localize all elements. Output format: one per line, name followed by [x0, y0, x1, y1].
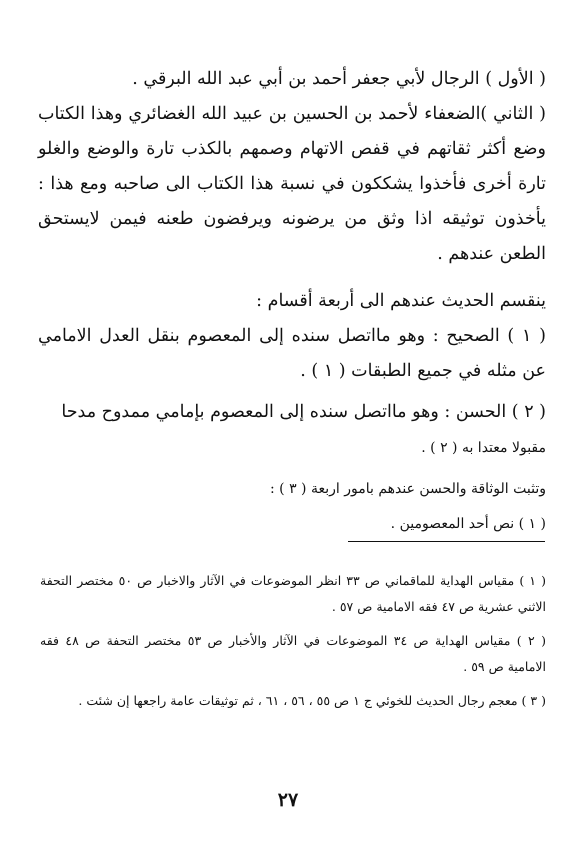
main-text	[38, 62, 546, 542]
paragraph-proof-one: ( ١ ) نص أحد المعصومين .	[390, 516, 546, 532]
paragraph-first-book: ( الأول ) الرجال لأبي جعفر أحمد بن أبي عبد الله البرقي .	[132, 69, 546, 89]
paragraph-sahih: ( ١ ) الصحيح : وهو مااتصل سنده إلى المعصوم بنقل العدل الامامي عن مثله في جميع الطبقات ( ١ ) .	[38, 326, 547, 381]
paragraph-trust-proofs: وتثبت الوثاقة والحسن عندهم بامور اربعة ( ٣ ) :	[269, 481, 546, 497]
paragraph-second-book: ( الثاني )الضعفاء لأحمد بن الحسين بن عبيد الله الغضائري وهذا الكتاب وضع أكثر ثقاتهم في قفص الاتهام وصمهم بالكذب تارة والوضع والغلو تارة أخرى فأخذوا يشككون في نسبة هذا الكتاب الى صاحبه ومع هذا : يأخذون توثيقه اذا وثق من يرضونه ويرفضون طعنه فيمن لايستحق الطعن عندهم .	[38, 104, 546, 264]
paragraph-hadith-divisions: ينقسم الحديث عندهم الى أربعة أقسام :	[256, 291, 546, 311]
hasan-definition: ( ٢ ) الحسن : وهو مااتصل سنده إلى المعصوم بإمامي ممدوح مدحا	[61, 402, 546, 422]
paragraph-hasan	[38, 395, 546, 466]
hasan-continuation: مقبولا معتدا به ( ٢ ) .	[421, 440, 546, 456]
footnotes	[40, 568, 546, 722]
footnote-3: ( ٣ ) معجم رجال الحديث للخوئي ج ١ ص ٥٥ ، ٥٦ ، ٦١ ، ثم توثيقات عامة راجعها إن شئت .	[78, 693, 546, 708]
footnote-divider	[348, 541, 545, 542]
page-number: ٢٧	[277, 789, 299, 811]
footnote-1: ( ١ ) مقياس الهداية للماقماني ص ٣٣ انظر الموضوعات في الآثار والاخبار ص ٥٠ مختصر التحفة الاثني عشرية ص ٤٧ فقه الامامية ص ٥٧ .	[40, 573, 546, 614]
footnote-2: ( ٢ ) مقياس الهداية ص ٣٤ الموضوعات في الآثار والأخبار ص ٥٣ مختصر التحفة ص ٤٨ فقه الامامية ص ٥٩ .	[40, 633, 546, 674]
